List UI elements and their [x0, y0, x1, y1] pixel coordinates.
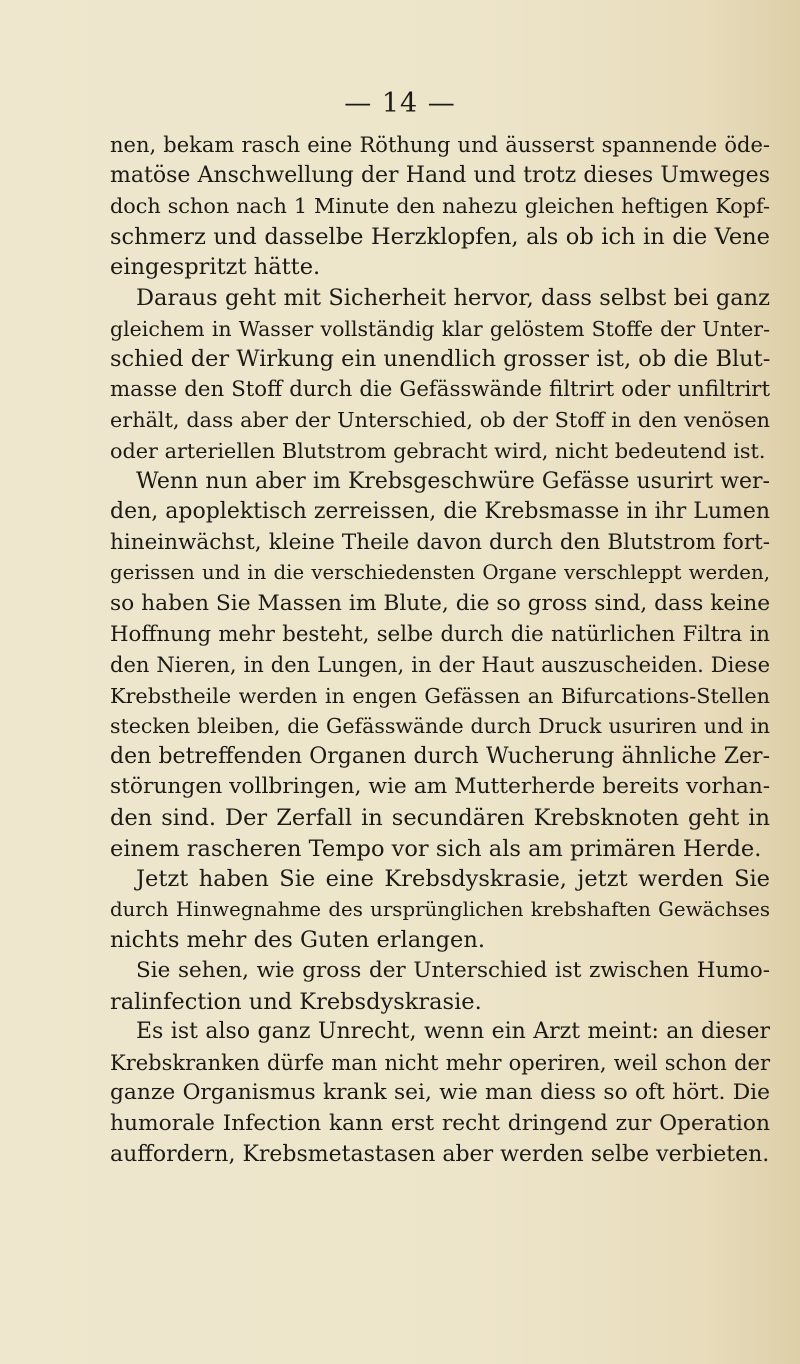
- text-line: Sie sehen, wie gross der Unterschied ist zwischen Humo-: [136, 958, 770, 984]
- page-number: — 14 —: [344, 88, 456, 119]
- text-line: ganze Organismus krank sei, wie man diess so oft hört. Die: [110, 1080, 770, 1106]
- text-line: durch Hinwegnahme des ursprünglichen krebshaften Gewächses: [110, 897, 770, 921]
- text-line: masse den Stoff durch die Gefässwände filtrirt oder unfiltrirt: [110, 376, 770, 402]
- text-line: stecken bleiben, die Gefässwände durch Druck usuriren und in: [110, 714, 770, 739]
- text-line: erhält, dass aber der Unterschied, ob der Stoff in den venösen: [110, 408, 770, 433]
- text-line: schmerz und dasselbe Herzklopfen, als ob ich in die Vene: [110, 223, 770, 250]
- text-line: nichts mehr des Guten erlangen.: [110, 927, 485, 954]
- text-line: einem rascheren Tempo vor sich als am primären Herde.: [110, 835, 762, 862]
- text-line: schied der Wirkung ein unendlich grosser ist, ob die Blut-: [110, 346, 771, 373]
- text-line: Wenn nun aber im Krebsgeschwüre Gefässe usurirt wer-: [136, 468, 770, 494]
- text-line: den Nieren, in den Lungen, in der Haut auszuscheiden. Diese: [110, 653, 770, 678]
- text-line: Hoffnung mehr besteht, selbe durch die natürlichen Filtra in: [110, 621, 770, 647]
- text-line: eingespritzt hätte.: [110, 254, 321, 281]
- text-line: hineinwächst, kleine Theile davon durch den Blutstrom fort-: [110, 529, 770, 555]
- text-line: gerissen und in die verschiedensten Organe verschleppt werden,: [110, 561, 770, 585]
- text-line: Es ist also ganz Unrecht, wenn ein Arzt meint: an dieser: [136, 1019, 770, 1045]
- text-line: den, apoplektisch zerreissen, die Krebsmasse in ihr Lumen: [110, 499, 771, 525]
- text-line: so haben Sie Massen im Blute, die so gross sind, dass keine: [110, 590, 771, 616]
- text-line: auffordern, Krebsmetastasen aber werden selbe verbieten.: [110, 1141, 770, 1167]
- text-line: Krebstheile werden in engen Gefässen an Bifurcations-Stellen: [110, 683, 770, 708]
- text-line: Jetzt haben Sie eine Krebsdyskrasie, jetzt werden Sie: [136, 866, 770, 893]
- text-line: ralinfection und Krebsdyskrasie.: [110, 988, 482, 1015]
- text-line: gleichem in Wasser vollständig klar gelöstem Stoffe der Unter-: [110, 316, 770, 341]
- text-line: nen, bekam rasch eine Röthung und äusserst spannende öde-: [110, 133, 770, 157]
- text-line: den sind. Der Zerfall in secundären Krebsknoten geht in: [110, 805, 770, 832]
- text-line: oder arteriellen Blutstrom gebracht wird, nicht bedeutend ist.: [110, 438, 766, 463]
- text-line: den betreffenden Organen durch Wucherung ähnliche Zer-: [110, 743, 770, 769]
- text-line: humorale Infection kann erst recht dringend zur Operation: [110, 1111, 770, 1136]
- text-line: doch schon nach 1 Minute den nahezu gleichen heftigen Kopf-: [110, 194, 770, 219]
- text-line: Krebskranken dürfe man nicht mehr operiren, weil schon der: [110, 1050, 770, 1075]
- text-line: störungen vollbringen, wie am Mutterherde bereits vorhan-: [110, 774, 771, 800]
- text-line: Daraus geht mit Sicherheit hervor, dass selbst bei ganz: [136, 284, 770, 311]
- text-line: matöse Anschwellung der Hand und trotz dieses Umweges: [110, 162, 770, 188]
- body-text: [110, 130, 770, 1170]
